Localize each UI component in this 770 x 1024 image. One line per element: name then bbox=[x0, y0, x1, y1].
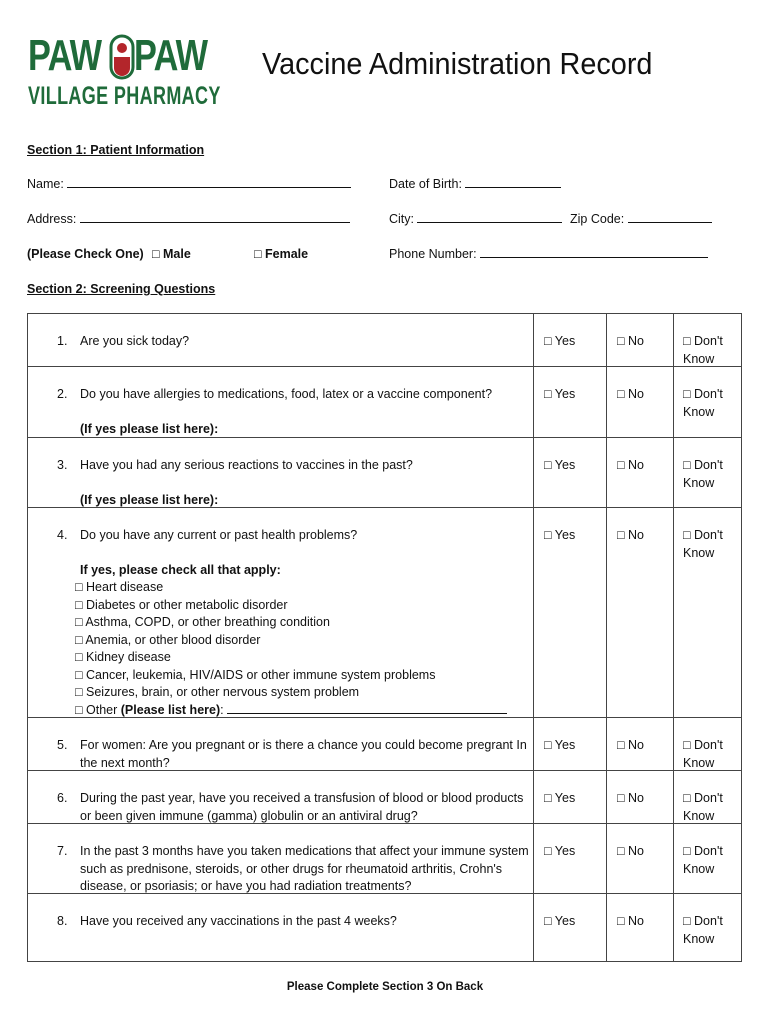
address-line[interactable] bbox=[80, 211, 350, 223]
no-checkbox[interactable]: □ No bbox=[617, 528, 645, 542]
logo-top-line bbox=[28, 32, 218, 80]
question-number: 6. bbox=[57, 791, 68, 805]
check-one-label: (Please Check One) bbox=[27, 247, 144, 261]
name-label: Name: bbox=[27, 177, 64, 191]
name-field[interactable] bbox=[27, 176, 351, 192]
page-title: Vaccine Administration Record bbox=[262, 46, 653, 81]
dob-line[interactable] bbox=[465, 176, 561, 188]
yes-checkbox[interactable]: □ Yes bbox=[544, 458, 576, 472]
no-checkbox[interactable]: □ No bbox=[617, 387, 645, 401]
zip-field[interactable] bbox=[570, 211, 712, 227]
footer-note: Please Complete Section 3 On Back bbox=[286, 981, 484, 993]
yes-checkbox[interactable]: □ Yes bbox=[544, 914, 576, 928]
checklist-item[interactable]: □ Kidney disease bbox=[75, 650, 171, 664]
logo-word-left: PAW bbox=[28, 31, 102, 80]
question-number: 5. bbox=[57, 738, 68, 752]
question-text: Have you received any vaccinations in the past 4 weeks? bbox=[80, 914, 397, 928]
checklist-item[interactable]: □ Diabetes or other metabolic disorder bbox=[75, 597, 288, 612]
question-row-4 bbox=[28, 508, 741, 718]
question-row-6 bbox=[28, 771, 741, 824]
city-line[interactable] bbox=[417, 211, 562, 223]
no-checkbox[interactable]: □ No bbox=[617, 334, 645, 348]
dont-know-checkbox[interactable]: □ Don't Know bbox=[683, 387, 723, 419]
zip-label: Zip Code: bbox=[570, 212, 625, 226]
section1-heading: Section 1: Patient Information bbox=[27, 143, 205, 157]
checklist-item[interactable]: □ Asthma, COPD, or other breathing condition bbox=[75, 615, 330, 629]
dont-know-checkbox[interactable]: □ Don't Know bbox=[683, 844, 723, 876]
yes-checkbox[interactable]: □ Yes bbox=[544, 387, 576, 401]
question-number: 1. bbox=[57, 334, 68, 348]
yes-checkbox[interactable]: □ Yes bbox=[544, 528, 576, 542]
yes-checkbox[interactable]: □ Yes bbox=[544, 334, 576, 348]
dont-know-checkbox[interactable]: □ Don't Know bbox=[683, 791, 723, 823]
dont-know-checkbox[interactable]: □ Don't Know bbox=[683, 458, 723, 490]
city-field[interactable] bbox=[389, 211, 562, 227]
checklist-item[interactable]: □ Seizures, brain, or other nervous system problem bbox=[75, 685, 360, 699]
list-here-label: (If yes please list here): bbox=[80, 422, 219, 436]
yes-checkbox[interactable]: □ Yes bbox=[544, 844, 576, 858]
question-row-1 bbox=[28, 314, 741, 367]
other-checkbox[interactable]: □ Other bbox=[75, 702, 121, 717]
question-row-5 bbox=[28, 718, 741, 771]
dont-know-checkbox[interactable]: □ Don't Know bbox=[683, 914, 723, 946]
no-checkbox[interactable]: □ No bbox=[617, 458, 645, 472]
check-all-label: If yes, please check all that apply: bbox=[80, 563, 281, 577]
dont-know-checkbox[interactable]: □ Don't Know bbox=[683, 738, 723, 770]
section2-heading: Section 2: Screening Questions bbox=[27, 282, 216, 296]
question-row-3 bbox=[28, 438, 741, 508]
question-number: 4. bbox=[57, 528, 68, 542]
question-text: During the past year, have you received a transfusion of blood or blood products or been given immune (gamma) globulin or an antiviral drug? bbox=[80, 791, 524, 823]
screening-table bbox=[27, 313, 742, 962]
male-checkbox[interactable]: □ Male bbox=[152, 247, 191, 261]
question-text: Do you have allergies to medications, food, latex or a vaccine component? bbox=[80, 387, 493, 401]
question-number: 2. bbox=[57, 387, 68, 401]
question-row-7 bbox=[28, 824, 741, 894]
phone-label: Phone Number: bbox=[389, 247, 477, 261]
address-field[interactable] bbox=[27, 211, 350, 227]
phone-field[interactable] bbox=[389, 246, 708, 262]
question-number: 3. bbox=[57, 458, 68, 472]
question-number: 8. bbox=[57, 914, 68, 928]
list-here-label: (If yes please list here): bbox=[80, 493, 219, 507]
other-list-label: (Please list here) bbox=[120, 702, 221, 717]
other-colon: : bbox=[220, 702, 224, 717]
question-text: For women: Are you pregnant or is there a chance you could become pregrant In the next month? bbox=[80, 738, 527, 770]
dob-label: Date of Birth: bbox=[389, 177, 462, 191]
checklist-item-other[interactable] bbox=[75, 702, 507, 720]
checklist-item[interactable]: □ Heart disease bbox=[75, 580, 164, 594]
pharmacy-logo bbox=[28, 31, 221, 112]
dob-field[interactable] bbox=[389, 176, 561, 192]
name-line[interactable] bbox=[67, 176, 351, 188]
question-row-8 bbox=[28, 894, 741, 961]
capsule-icon bbox=[109, 34, 135, 80]
dont-know-checkbox[interactable]: □ Don't Know bbox=[683, 528, 723, 560]
zip-line[interactable] bbox=[628, 211, 712, 223]
dont-know-checkbox[interactable]: □ Don't Know bbox=[683, 334, 723, 366]
phone-line[interactable] bbox=[480, 246, 708, 258]
no-checkbox[interactable]: □ No bbox=[617, 791, 645, 805]
question-text: Are you sick today? bbox=[80, 334, 190, 348]
address-label: Address: bbox=[27, 212, 77, 226]
logo-word-right: PAW bbox=[134, 31, 208, 80]
question-text: In the past 3 months have you taken medications that affect your immune system such as prednisone, steroids, or other drugs for rheumatoid arthritis, Crohn's disease, or psoriasis; or have you had radiation treatments? bbox=[80, 844, 529, 893]
other-line[interactable] bbox=[227, 702, 507, 714]
no-checkbox[interactable]: □ No bbox=[617, 738, 645, 752]
yes-checkbox[interactable]: □ Yes bbox=[544, 791, 576, 805]
health-checklist bbox=[75, 579, 507, 719]
no-checkbox[interactable]: □ No bbox=[617, 914, 645, 928]
question-number: 7. bbox=[57, 844, 68, 858]
logo-bottom-line: VILLAGE PHARMACY bbox=[28, 82, 221, 110]
question-text: Do you have any current or past health problems? bbox=[80, 528, 358, 542]
no-checkbox[interactable]: □ No bbox=[617, 844, 645, 858]
female-checkbox[interactable]: □ Female bbox=[254, 247, 309, 261]
checklist-item[interactable]: □ Anemia, or other blood disorder bbox=[75, 632, 261, 647]
checklist-item[interactable]: □ Cancer, leukemia, HIV/AIDS or other immune system problems bbox=[75, 667, 436, 682]
question-row-2 bbox=[28, 367, 741, 438]
city-label: City: bbox=[389, 212, 414, 226]
question-text: Have you had any serious reactions to vaccines in the past? bbox=[80, 458, 413, 472]
yes-checkbox[interactable]: □ Yes bbox=[544, 738, 576, 752]
